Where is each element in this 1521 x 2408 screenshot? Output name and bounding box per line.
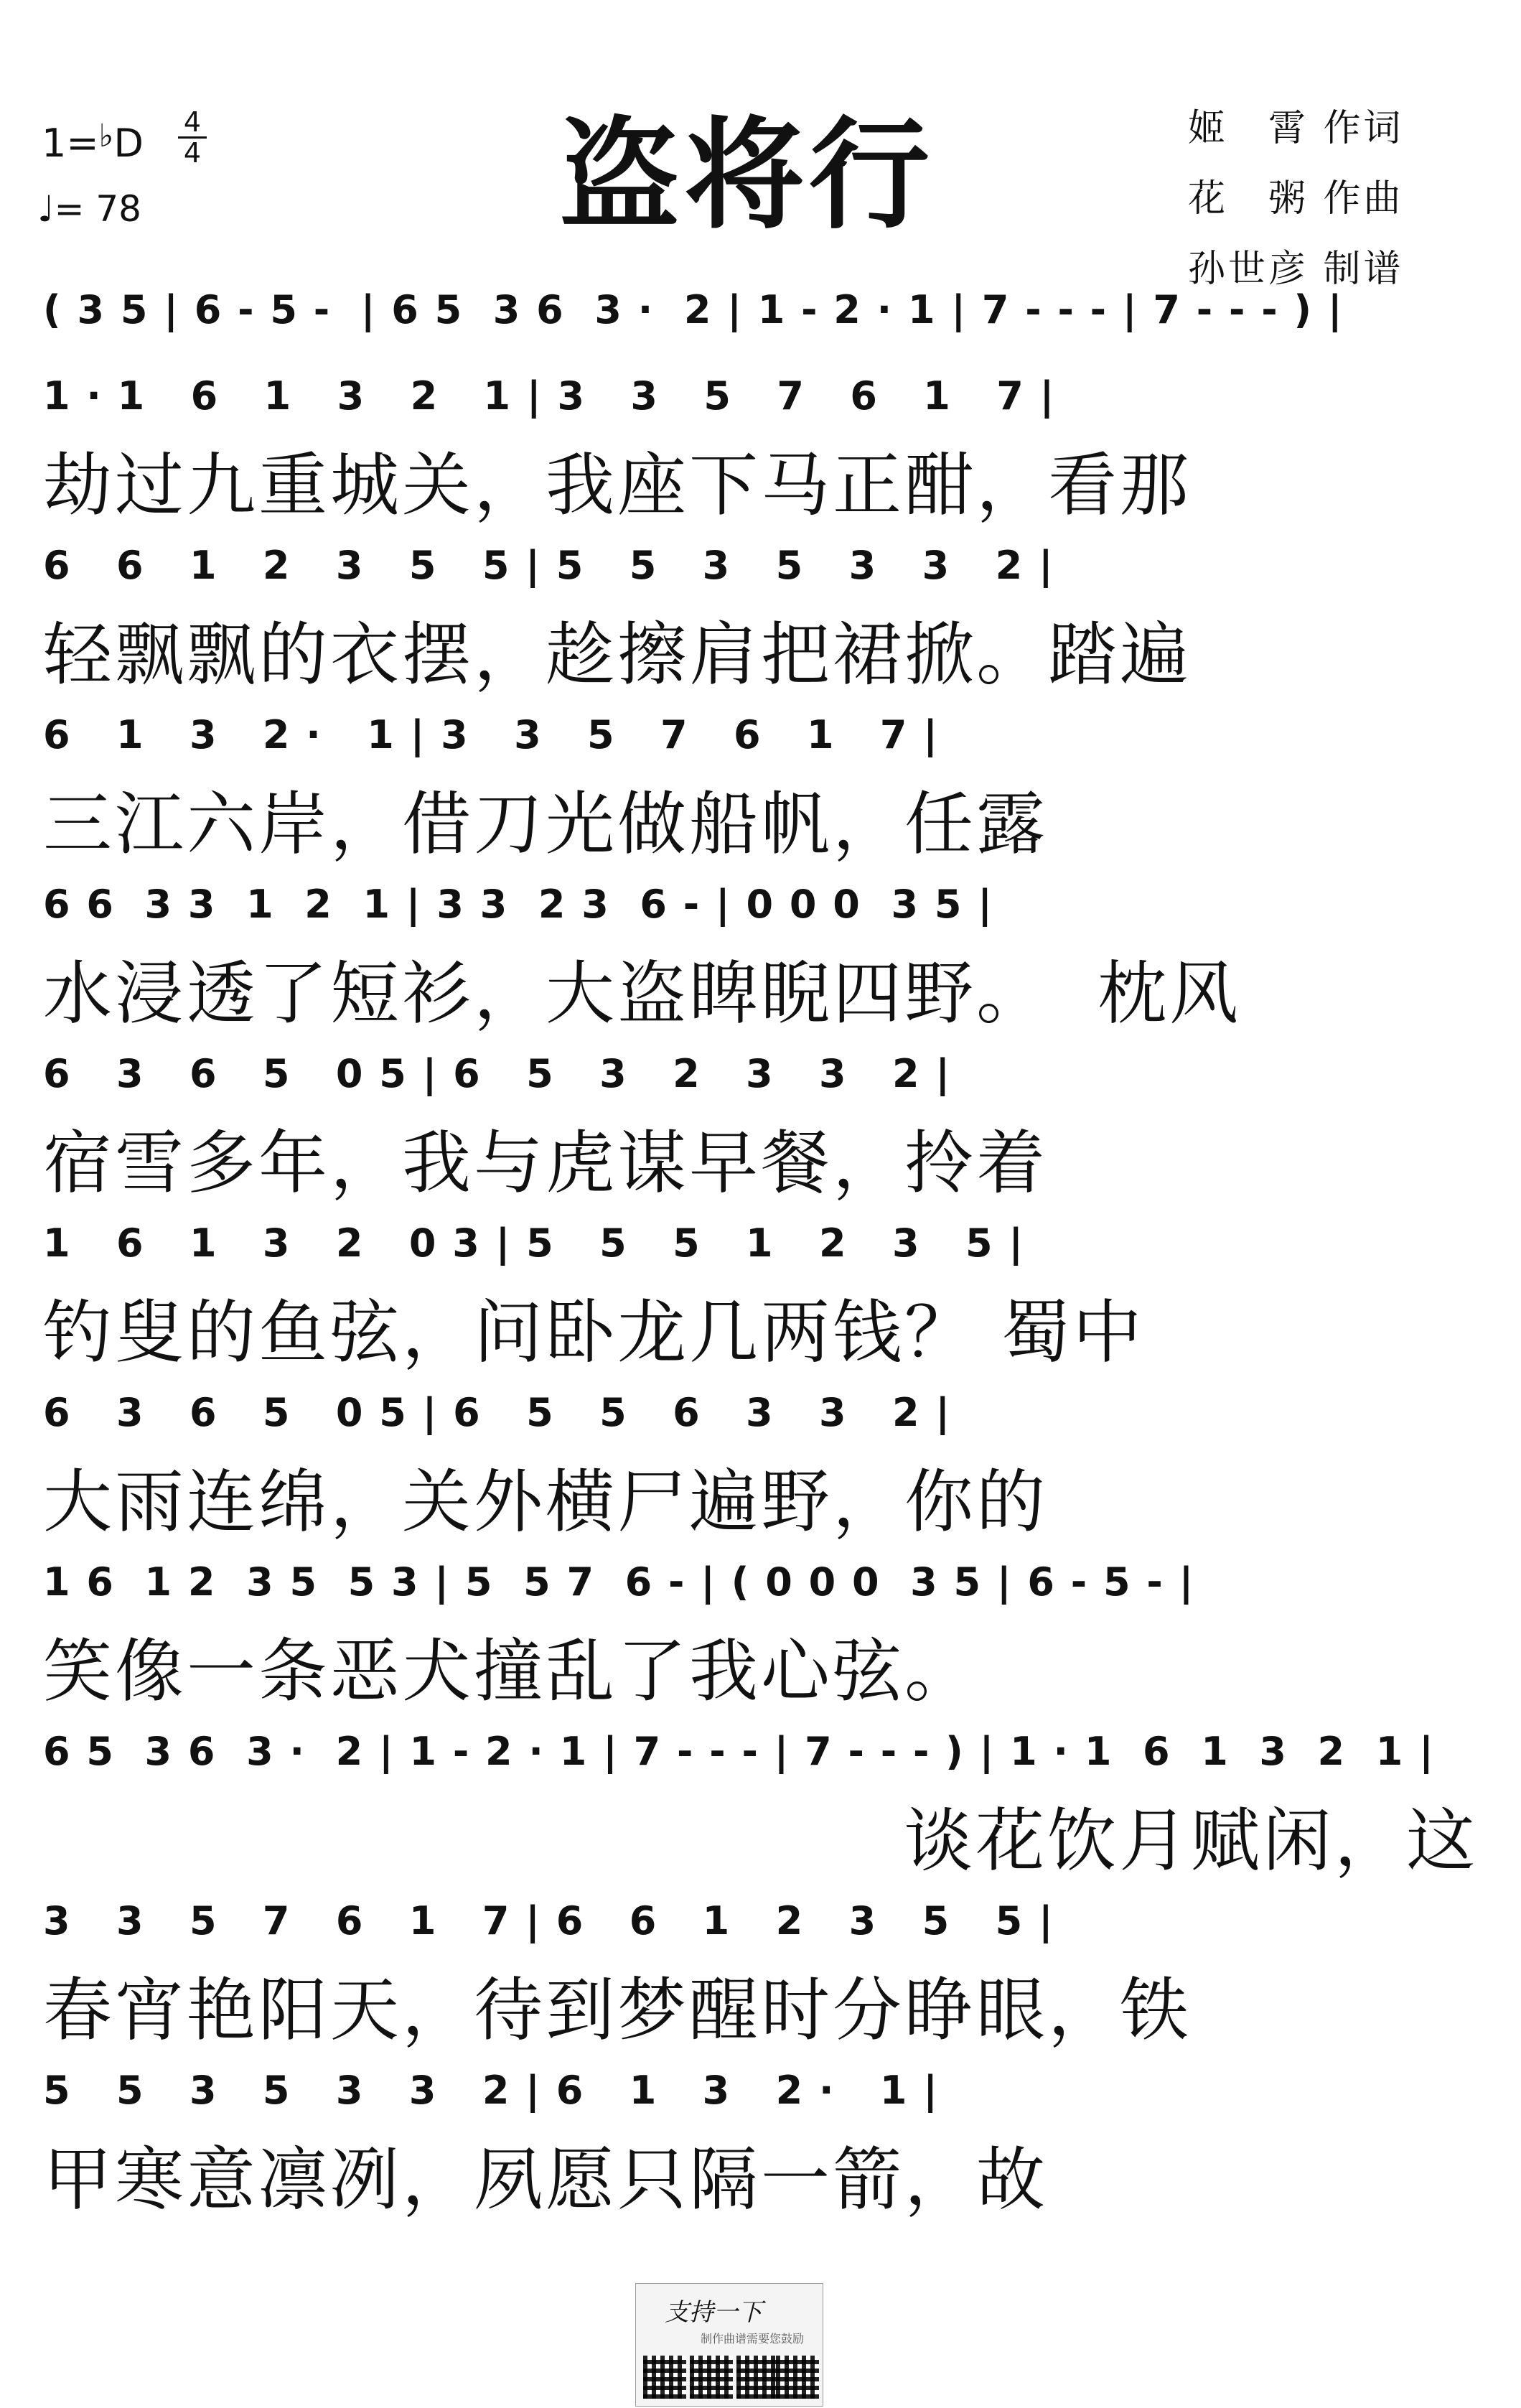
lyricist-credit: 姬 霄 作词 xyxy=(1188,107,1404,150)
time-signature xyxy=(178,108,207,167)
support-subtitle: 制作曲谱需要您鼓励 xyxy=(701,2332,805,2346)
flat-sign: ♭ xyxy=(98,118,114,154)
lyrics-line: 水浸透了短衫，大盗睥睨四野。 枕风 xyxy=(43,953,1242,1034)
qr-code-icon xyxy=(643,2356,686,2399)
lyrics-line: 谈花饮月赋闲，这 xyxy=(904,1801,1478,1881)
key-prefix: 1= xyxy=(42,121,99,166)
numbered-notes: 1 6 1 2 3 5 5 3 | 5 5 7 6 - | ( 0 0 0 3 5 | 6 - 5 - | xyxy=(43,1559,1195,1605)
lyrics-line: 钓叟的鱼弦，问卧龙几两钱？ 蜀中 xyxy=(43,1292,1145,1373)
numbered-notes: 6 6 3 3 1 2 1 | 3 3 2 3 6 - | 0 0 0 3 5 | xyxy=(43,882,993,927)
time-bottom: 4 xyxy=(178,136,207,167)
numbered-notes: 1 · 1 6 1 3 2 1 | 3 3 5 7 6 1 7 | xyxy=(43,373,1056,419)
composer-credit: 花 粥 作曲 xyxy=(1188,177,1404,220)
lyrics-line: 三江六岸，借刀光做船帆，任露 xyxy=(43,784,1048,864)
qr-code-icon xyxy=(690,2356,733,2399)
key-note: D xyxy=(113,121,144,166)
song-title: 盗将行 xyxy=(559,103,934,246)
support-qr-panel[interactable] xyxy=(635,2283,823,2407)
numbered-notes: 6 3 6 5 0 5 | 6 5 3 2 3 3 2 | xyxy=(43,1051,952,1096)
numbered-notes: 6 5 3 6 3 · 2 | 1 - 2 · 1 | 7 - - - | 7 - - - ) | 1 · 1 6 1 3 2 1 | xyxy=(43,1729,1435,1774)
numbered-notes: 6 6 1 2 3 5 5 | 5 5 3 5 3 3 2 | xyxy=(43,543,1054,588)
qr-code-icon xyxy=(776,2356,819,2399)
support-title: 支持一下 xyxy=(665,2298,762,2327)
lyrics-line: 轻飘飘的衣摆，趁擦肩把裙掀。踏遍 xyxy=(43,615,1192,695)
lyrics-line: 大雨连绵，关外横尸遍野，你的 xyxy=(43,1462,1048,1542)
numbered-notes: 1 6 1 3 2 0 3 | 5 5 5 1 2 3 5 | xyxy=(43,1221,1025,1266)
numbered-notes: 5 5 3 5 3 3 2 | 6 1 3 2 · 1 | xyxy=(43,2068,940,2113)
credits xyxy=(1188,93,1404,304)
lyrics-line: 笑像一条恶犬撞乱了我心弦。 xyxy=(43,1631,976,1712)
numbered-notes: ( 3 5 | 6 - 5 - | 6 5 3 6 3 · 2 | 1 - 2 · 1 | 7 - - - | 7 - - - ) | xyxy=(43,287,1344,332)
lyrics-line: 劫过九重城关，我座下马正酣，看那 xyxy=(43,445,1192,526)
time-top: 4 xyxy=(183,106,202,138)
numbered-notes: 6 3 6 5 0 5 | 6 5 5 6 3 3 2 | xyxy=(43,1390,952,1435)
lyrics-line: 春宵艳阳天，待到梦醒时分睁眼，铁 xyxy=(43,1970,1192,2050)
numbered-notes: 6 1 3 2 · 1 | 3 3 5 7 6 1 7 | xyxy=(43,712,940,757)
numbered-notes: 3 3 5 7 6 1 7 | 6 6 1 2 3 5 5 | xyxy=(43,1898,1054,1943)
lyrics-line: 甲寒意凛冽，夙愿只隔一箭，故 xyxy=(43,2139,1048,2220)
arranger-credit: 孙世彦 制谱 xyxy=(1188,248,1404,291)
qr-code-icon xyxy=(736,2356,780,2399)
lyrics-line: 宿雪多年，我与虎谋早餐，拎着 xyxy=(43,1123,1048,1203)
tempo-marking: ♩= 78 xyxy=(37,188,141,230)
score-header xyxy=(0,0,1521,291)
key-signature xyxy=(42,118,144,166)
